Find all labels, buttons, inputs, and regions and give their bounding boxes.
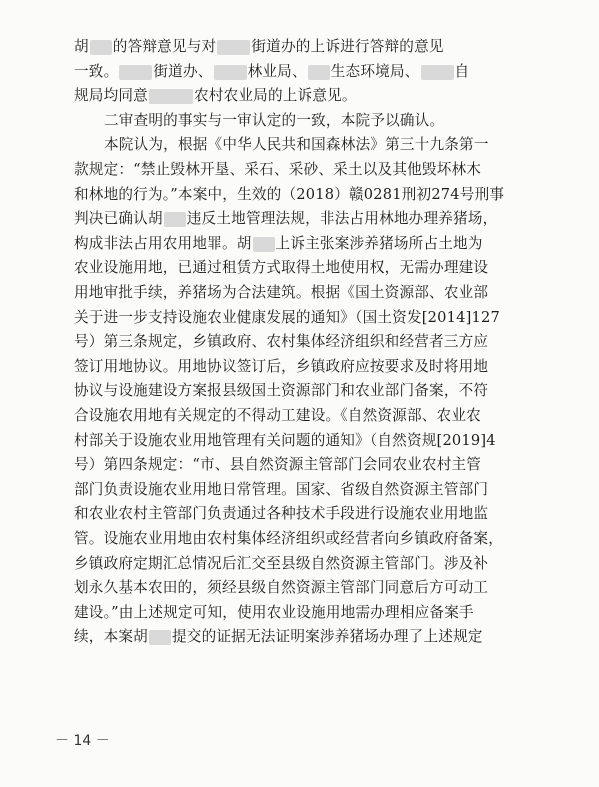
text-line: 本院认为，根据《中华人民共和国森林法》第三十九条第一: [104, 136, 489, 153]
text-line: 农业设施用地，已通过租赁方式取得土地使用权，无需办理建设: [74, 259, 489, 276]
redaction-mark: [149, 89, 193, 104]
text-line: 签订用地协议。用地协议签订后，乡镇政府应按要求及时将用地: [74, 358, 489, 375]
text-line: 号）第四条规定：“市、县自然资源主管部门会同农业农村主管: [74, 456, 482, 473]
text-line: 村部关于设施农业用地管理有关问题的通知》（自然资规[2019]4: [74, 432, 496, 449]
redaction-mark: [421, 65, 454, 80]
redaction-mark: [119, 65, 152, 80]
redaction-mark: [308, 65, 330, 80]
text-line: 规局均同意 农村农业局的上诉意见。: [74, 87, 357, 104]
text-line: 用地审批手续，养猪场为合法建筑。根据《国土资源部、农业部: [74, 284, 489, 301]
text-line: 一致。 街道办、 林业局、 生态环境局、 自: [74, 63, 470, 80]
redaction-mark: [164, 212, 186, 227]
text-line: 和林地的行为。”本案中，生效的（2018）赣0281刑初274号刑事: [74, 186, 505, 203]
text-line: 建设。”由上述规定可知，使用农业设施用地需办理相应备案手: [74, 604, 474, 621]
text-line: 构成非法占用农用地罪。胡 上诉主张案涉养猪场所占土地为: [74, 235, 483, 252]
redaction-mark: [149, 630, 171, 645]
text-line: 合设施农用地有关规定的不得动工建设。《自然资源部、农业农: [74, 407, 481, 424]
text-line: 胡 的答辩意见与对 街道办的上诉进行答辩的意见: [74, 38, 444, 55]
text-line: 管。设施农业用地由农村集体经济组织或经营者向乡镇政府备案，: [74, 530, 504, 547]
text-line: 续，本案胡 提交的证据无法证明案涉养猪场办理了上述规定: [74, 628, 483, 645]
redaction-mark: [90, 40, 112, 55]
redaction-mark: [253, 237, 275, 252]
text-line: 乡镇政府定期汇总情况后汇交至县级自然资源主管部门。涉及补: [74, 555, 489, 572]
redaction-mark: [214, 65, 247, 80]
text-line: 关于进一步支持设施农业健康发展的通知》（国土资发[2014]127: [74, 309, 500, 326]
text-line: 和农业农村主管部门负责通过各种技术手段进行设施农业用地监: [74, 505, 489, 522]
redaction-mark: [217, 40, 250, 55]
page-number: － 14 －: [55, 733, 110, 749]
text-line: 二审查明的事实与一审认定的一致，本院予以确认。: [104, 112, 445, 129]
text-line: 判决已确认胡 违反土地管理法规，非法占用林地办理养猪场，: [74, 210, 498, 227]
text-line: 款规定：“禁止毁林开垦、采石、采砂、采土以及其他毁坏林木: [74, 161, 482, 178]
text-line: 号）第三条规定，乡镇政府、农村集体经济组织和经营者三方应: [74, 333, 489, 350]
text-line: 协议与设施建设方案报县级国土资源部门和农业部门备案，不符: [74, 382, 489, 399]
text-line: 部门负责设施农业用地日常管理。国家、省级自然资源主管部门: [74, 481, 489, 498]
text-line: 划永久基本农田的，须经县级自然资源主管部门同意后方可动工: [74, 579, 489, 596]
